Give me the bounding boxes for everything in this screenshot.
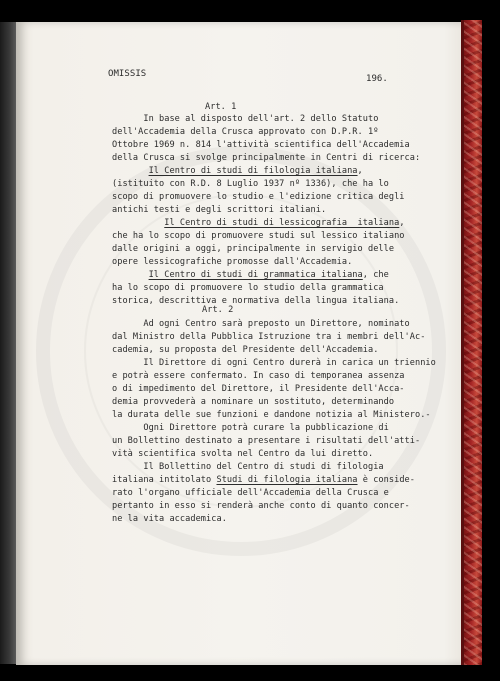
line-text: antichi testi e degli scrittori italiani. xyxy=(112,205,327,215)
header-omissis: OMISSIS xyxy=(108,69,147,79)
line-text: Il Direttore di ogni Centro durerà in carica un triennio xyxy=(112,358,436,368)
underlined-text: Il Centro di studi di filologia italiana xyxy=(148,166,358,176)
line-text: In base al disposto dell'art. 2 dello Statuto xyxy=(112,114,379,124)
line-text: dell'Accademia della Crusca approvato con D.P.R. 1º xyxy=(112,127,379,137)
art1-line xyxy=(112,269,420,282)
art1-line xyxy=(112,152,420,165)
art1-line xyxy=(112,178,420,191)
art1-line xyxy=(112,126,420,139)
art2-line xyxy=(112,500,436,513)
line-text: la durata delle sue funzioni e dandone notizia al Ministero.- xyxy=(112,410,431,420)
article-2-body xyxy=(112,318,436,526)
art2-line xyxy=(112,422,436,435)
line-text xyxy=(112,166,149,176)
article-1-body xyxy=(112,113,420,308)
art2-line xyxy=(112,331,436,344)
line-text: Ogni Direttore potrà curare la pubblicazione di xyxy=(112,423,389,433)
line-text: , che xyxy=(362,270,389,280)
line-text: Ottobre 1969 n. 814 l'attività scientifica dell'Accademia xyxy=(112,140,410,150)
line-text xyxy=(112,218,164,228)
line-text: opere lessicografiche promosse dall'Accademia. xyxy=(112,257,353,267)
underlined-text: Il Centro di studi di grammatica italiana xyxy=(148,270,363,280)
art1-line xyxy=(112,243,420,256)
previous-page-edge xyxy=(0,22,16,664)
line-text: vità scientifica svolta nel Centro da lui diretto. xyxy=(112,449,374,459)
art2-line xyxy=(112,370,436,383)
line-text: demia provvederà a nominare un sostituto, determinando xyxy=(112,397,395,407)
art1-line xyxy=(112,191,420,204)
article-2-title: Art. 2 xyxy=(202,305,234,315)
line-text: cademia, su proposta del Presidente dell'Accademia. xyxy=(112,345,379,355)
line-text: un Bollettino destinato a presentare i risultati dell'atti- xyxy=(112,436,421,446)
art2-line xyxy=(112,487,436,500)
art1-line xyxy=(112,139,420,152)
line-text: che ha lo scopo di promuovere studi sul lessico italiano xyxy=(112,231,405,241)
line-text: scopo di promuovere lo studio e l'edizione critica degli xyxy=(112,192,405,202)
art1-line xyxy=(112,282,420,295)
art2-line xyxy=(112,448,436,461)
line-text: Il Bollettino del Centro di studi di filologia xyxy=(112,462,384,472)
line-text: pertanto in esso si renderà anche conto di quanto concer- xyxy=(112,501,410,511)
art1-line xyxy=(112,113,420,126)
art2-line xyxy=(112,435,436,448)
line-text: , xyxy=(357,166,363,176)
marbled-binding-spine xyxy=(464,20,482,665)
art2-line xyxy=(112,396,436,409)
line-text: ne la vita accademica. xyxy=(112,514,227,524)
art1-line xyxy=(112,295,420,308)
art1-line xyxy=(112,230,420,243)
line-text: storica, descrittiva e normativa della lingua italiana. xyxy=(112,296,400,306)
art2-line xyxy=(112,357,436,370)
art2-line xyxy=(112,461,436,474)
line-text: italiana intitolato xyxy=(112,475,217,485)
art2-line xyxy=(112,318,436,331)
art2-line xyxy=(112,513,436,526)
line-text: o di impedimento del Direttore, il Presidente dell'Acca- xyxy=(112,384,405,394)
art2-line xyxy=(112,409,436,422)
art2-line xyxy=(112,474,436,487)
art1-line xyxy=(112,217,420,230)
line-text: Ad ogni Centro sarà preposto un Direttore, nominato xyxy=(112,319,410,329)
line-text: ha lo scopo di promuovere lo studio della grammatica xyxy=(112,283,384,293)
line-text: (istituito con R.D. 8 Luglio 1937 nº 1336), che ha lo xyxy=(112,179,389,189)
underlined-text: Studi di filologia italiana xyxy=(216,475,358,485)
line-text: e potrà essere confermato. In caso di temporanea assenza xyxy=(112,371,405,381)
underlined-text: Il Centro di studi di lessicografia italiana xyxy=(164,218,400,228)
line-text: rato l'organo ufficiale dell'Accademia della Crusca e xyxy=(112,488,389,498)
art1-line xyxy=(112,165,420,178)
art2-line xyxy=(112,344,436,357)
line-text: dalle origini a oggi, principalmente in servigio delle xyxy=(112,244,395,254)
art2-line xyxy=(112,383,436,396)
art1-line xyxy=(112,256,420,269)
art1-line xyxy=(112,204,420,217)
line-text xyxy=(112,270,149,280)
line-text: è conside- xyxy=(357,475,415,485)
page-number: 196. xyxy=(366,74,388,84)
line-text: dal Ministro della Pubblica Istruzione tra i membri dell'Ac- xyxy=(112,332,426,342)
line-text: , xyxy=(399,218,405,228)
line-text: della Crusca si svolge principalmente in Centri di ricerca: xyxy=(112,153,421,163)
article-1-title: Art. 1 xyxy=(205,102,237,112)
